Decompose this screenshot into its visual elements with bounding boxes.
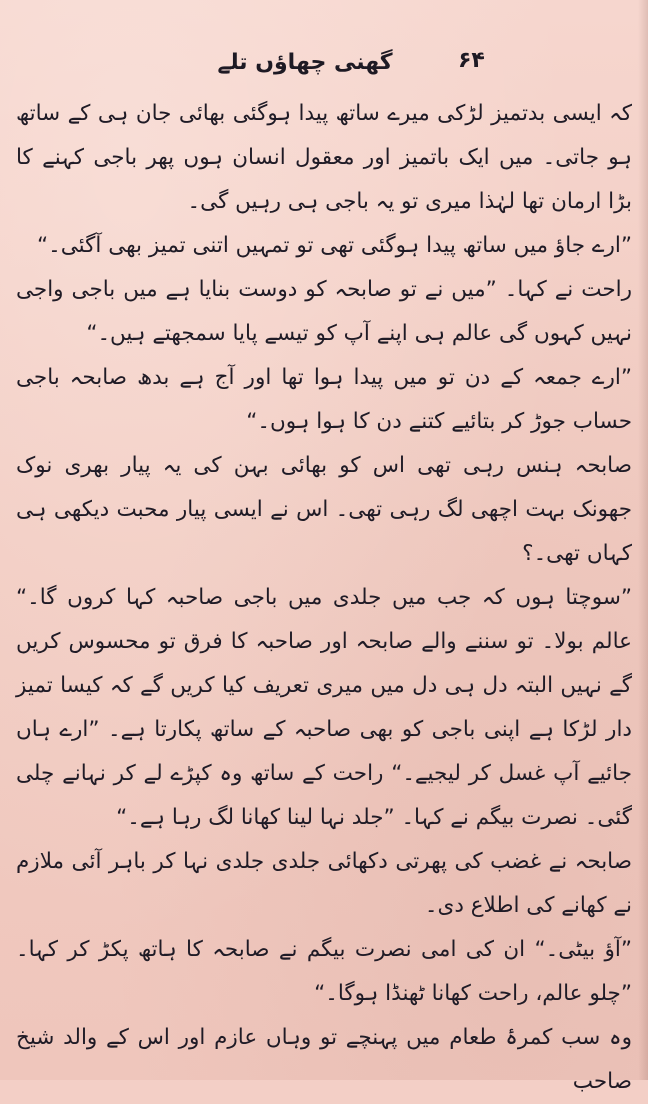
paragraph-7: صابحہ نے غضب کی پھرتی دکھائی جلدی جلدی نہا کر باہر آئی ملازم نے کھانے کی اطلاع دی۔ [16,849,632,918]
paragraph-9: وہ سب کمرۂ طعام میں پہنچے تو وہاں عازم اور اس کے والد شیخ صاحب [16,1025,632,1094]
page-edge-shadow [638,0,648,1080]
body-text [16,92,632,1094]
paragraph-2: ”ارے جاؤ میں ساتھ پیدا ہوگئی تھی تو تمہیں اتنی تمیز بھی آگئی۔“ [37,233,632,258]
page-number: ۶۴ [458,48,485,73]
page-header [0,44,648,84]
paragraph-3: راحت نے کہا۔ ”میں نے تو صابحہ کو دوست بنایا ہے میں باجی واجی نہیں کہوں گی عالم ہی اپنے آپ کو تیسے پایا سمجھتے ہیں۔“ [16,277,632,346]
paragraph-1: کہ ایسی بدتمیز لڑکی میرے ساتھ پیدا ہوگئی بھائی جان ہی کے ساتھ ہو جاتی۔ میں ایک باتمیز اور معقول انسان ہوں پھر باجی کہنے کا بڑا ارمان تھا لہٰذا میری تو یہ باجی ہی رہیں گی۔ [16,101,632,214]
paragraph-5: صابحہ ہنس رہی تھی اس کو بھائی بہن کی یہ پیار بھری نوک جھونک بہت اچھی لگ رہی تھی۔ اس نے ایسی پیار محبت دیکھی ہی کہاں تھی۔؟ [16,453,632,566]
paragraph-6: ”سوچتا ہوں کہ جب میں جلدی میں باجی صاحبہ کہا کروں گا۔“ عالم بولا۔ تو سننے والے صابحہ اور صاحبہ کا فرق تو محسوس کریں گے نہیں البتہ دل ہی دل میں میری تعریف کیا کریں گے کہ کیسا تمیز دار لڑکا ہے اپنی باجی کو بھی صاحبہ کے ساتھ پکارتا ہے۔ ”ارے ہاں جائیے آپ غسل کر لیجیے۔“ راحت کے ساتھ وہ کپڑے لے کر نہانے چلی گئی۔ نصرت بیگم نے کہا۔ ”جلد نہا لینا کھانا لگ رہا ہے۔“ [16,585,632,830]
paragraph-8: ”آؤ بیٹی۔“ ان کی امی نصرت بیگم نے صابحہ کا ہاتھ پکڑ کر کہا۔ ”چلو عالم، راحت کھانا ٹھنڈا ہوگا۔“ [16,937,632,1006]
paragraph-4: ”ارے جمعہ کے دن تو میں پیدا ہوا تھا اور آج ہے بدھ صابحہ باجی حساب جوڑ کر بتائیے کتنے دن کا ہوا ہوں۔“ [16,365,632,434]
running-title: گھنی چھاؤں تلے [217,50,393,75]
